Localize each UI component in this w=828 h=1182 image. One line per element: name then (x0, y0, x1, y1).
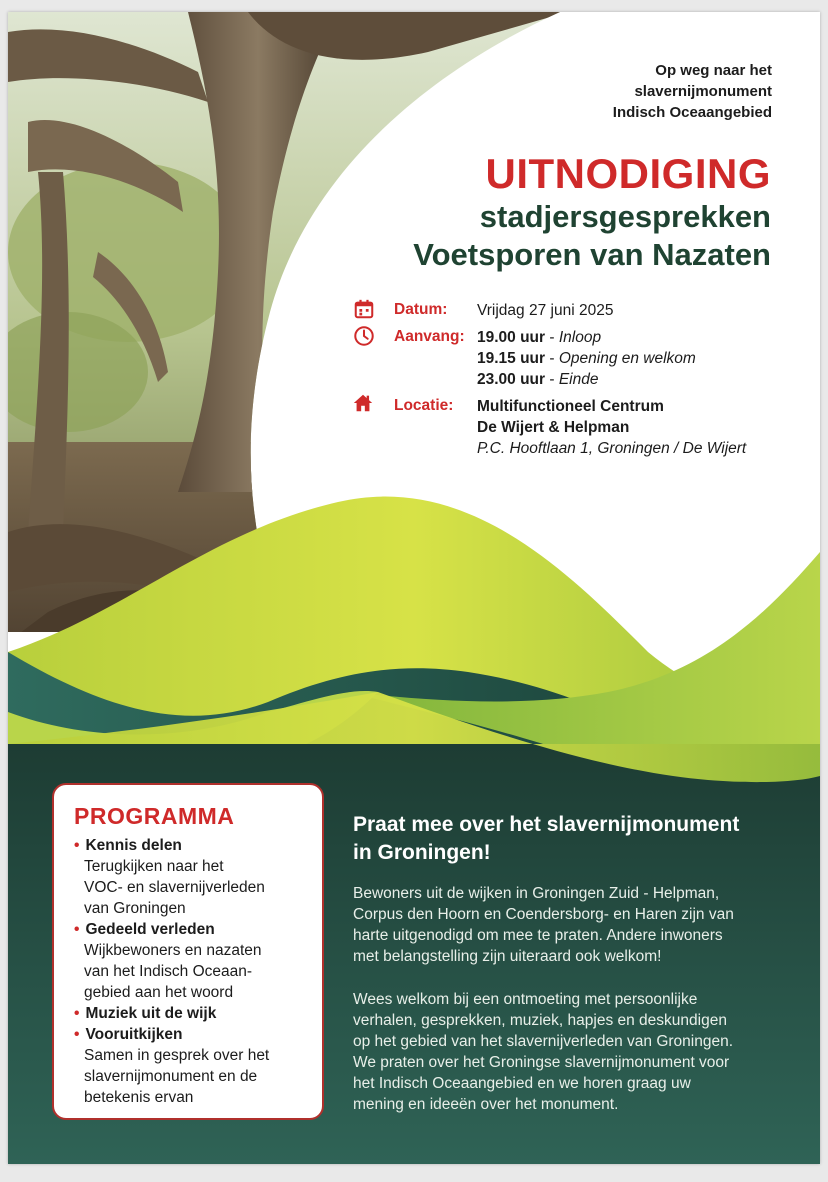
praat-heading (353, 811, 793, 867)
programma-item-desc: van het Indisch Oceaan- (84, 963, 253, 980)
clock-icon (353, 325, 375, 347)
programma-item-title: Muziek uit de wijk (85, 1005, 217, 1022)
subtitle-line: Voetsporen van Nazaten (413, 237, 771, 272)
time-desc: Inloop (558, 329, 602, 346)
time-separator: - (545, 350, 559, 367)
programma-item-desc: van Groningen (84, 900, 186, 917)
time-row (477, 327, 601, 348)
bullet: • (74, 837, 80, 854)
programma-item-desc: VOC- en slavernijverleden (84, 879, 265, 896)
programma-item-desc: slavernijmonument en de (84, 1068, 258, 1085)
praat-heading-line: in Groningen! (353, 841, 491, 864)
location-label: Locatie: (394, 397, 454, 414)
tagline-line: Op weg naar het (655, 62, 772, 79)
praat-heading-line: Praat mee over het slavernijmonument (353, 813, 740, 836)
subtitle-line: stadjersgesprekken (479, 199, 771, 234)
tagline-line: slavernijmonument (634, 83, 772, 100)
programma-item-desc: betekenis ervan (84, 1089, 194, 1106)
start-label: Aanvang: (394, 328, 465, 345)
paragraph-line: mening en ideeën over het monument. (353, 1096, 619, 1113)
time-separator: - (545, 371, 559, 388)
date-value: Vrijdag 27 juni 2025 (477, 302, 614, 319)
paragraph-line: Bewoners uit de wijken in Groningen Zuid - Helpman, (353, 885, 720, 902)
calendar-icon (353, 298, 375, 320)
time-separator: - (545, 329, 559, 346)
paragraph-line: met belangstelling zijn uiteraard ook welkom! (353, 948, 662, 965)
paragraph-line: Corpus den Hoorn en Coendersborg- en Haren zijn van (353, 906, 734, 923)
bullet: • (74, 921, 80, 938)
programma-item-title: Gedeeld verleden (85, 921, 215, 938)
praat-paragraph-1 (353, 883, 798, 967)
programma-item (74, 1024, 269, 1108)
programma-item-title: Vooruitkijken (85, 1026, 183, 1043)
location-name: Multifunctioneel Centrum (477, 398, 664, 415)
programma-title: PROGRAMMA (74, 803, 235, 829)
time-desc: Opening en welkom (558, 350, 696, 367)
invitation-flyer (8, 12, 820, 1164)
home-icon (352, 392, 374, 414)
bullet: • (74, 1026, 80, 1043)
programma-box (52, 783, 324, 1120)
invitation-title: UITNODIGING (485, 150, 771, 197)
location-name: De Wijert & Helpman (477, 419, 630, 436)
time-value: 19.15 uur (477, 350, 546, 367)
paragraph-line: We praten over het Groningse slavernijmonument voor (353, 1054, 730, 1071)
programma-item (74, 835, 265, 919)
location-address: P.C. Hooftlaan 1, Groningen / De Wijert (477, 440, 747, 457)
time-desc: Einde (558, 371, 599, 388)
time-value: 19.00 uur (477, 329, 546, 346)
time-value: 23.00 uur (477, 371, 546, 388)
programma-item-desc: Wijkbewoners en nazaten (84, 942, 262, 959)
paragraph-line: het Indisch Oceaangebied en we horen graag uw (353, 1075, 691, 1092)
programma-item (74, 1003, 216, 1024)
praat-paragraph-2 (353, 989, 798, 1115)
date-label: Datum: (394, 301, 448, 318)
paragraph-line: verhalen, gesprekken, muziek, hapjes en deskundigen (353, 1012, 727, 1029)
programma-item-desc: Samen in gesprek over het (84, 1047, 270, 1064)
paragraph-line: op het gebied van het slavernijverleden van Groningen. (353, 1033, 734, 1050)
time-row (477, 348, 696, 369)
bullet: • (74, 1005, 80, 1022)
tagline-line: Indisch Oceaangebied (612, 104, 772, 121)
programma-item-title: Kennis delen (85, 837, 182, 854)
programma-item-desc: Terugkijken naar het (84, 858, 224, 875)
paragraph-line: Wees welkom bij een ontmoeting met persoonlijke (353, 991, 698, 1008)
paragraph-line: harte uitgenodigd om mee te praten. Andere inwoners (353, 927, 723, 944)
time-row (477, 369, 599, 390)
programma-item (74, 919, 262, 1003)
programma-item-desc: gebied aan het woord (84, 984, 234, 1001)
header-tagline (613, 60, 772, 123)
